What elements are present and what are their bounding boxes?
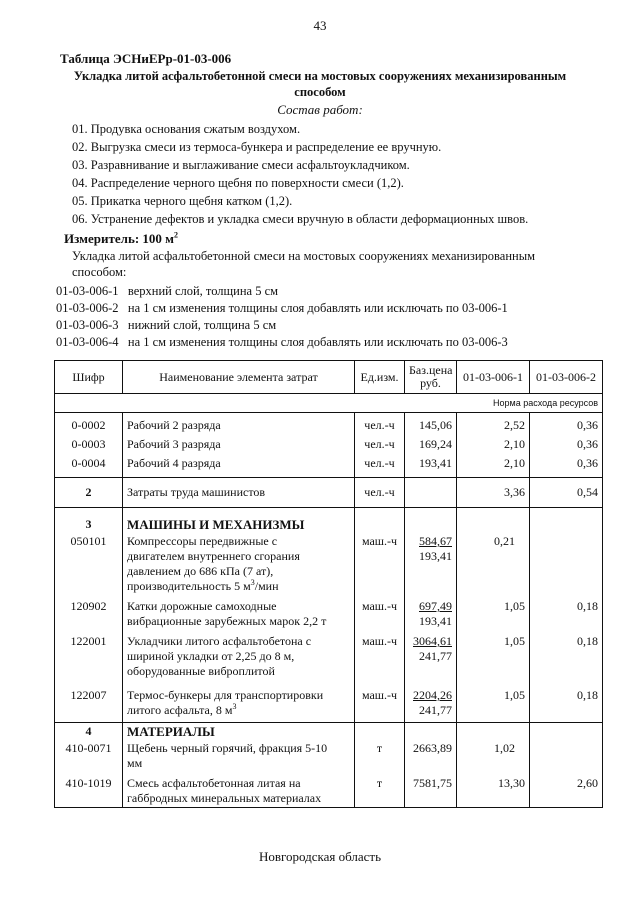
header-name: Наименование элемента затрат [123, 361, 355, 394]
row-name-line: Укладчики литого асфальтобетона с [127, 634, 312, 648]
price-top: 2204,26 [413, 688, 452, 702]
row-v1: 1,05 [457, 630, 530, 680]
row-price [405, 680, 457, 723]
section-title: МАТЕРИАЛЫ [123, 723, 355, 741]
header-unit: Ед.изм. [355, 361, 405, 394]
composition-heading: Состав работ: [277, 102, 363, 117]
row-v2 [530, 533, 603, 595]
row-v2: 0,18 [530, 595, 603, 630]
machinist-row [55, 478, 603, 508]
page-number: 43 [313, 18, 327, 33]
row-unit: т [355, 740, 405, 772]
row-price [405, 595, 457, 630]
table-row [55, 413, 603, 435]
row-code: 122001 [55, 630, 123, 680]
row-price: 193,41 [405, 453, 457, 478]
row-v2: 0,36 [530, 413, 603, 435]
row-name-line: мм [127, 756, 143, 770]
variant-row [56, 335, 508, 350]
price-bottom: 241,77 [419, 703, 452, 717]
row-unit: маш.-ч [355, 595, 405, 630]
section-code: 3 [55, 508, 123, 534]
row-name-line: шириной укладки от 2,25 до 8 м, [127, 649, 295, 663]
row-v1: 2,10 [457, 453, 530, 478]
row-code: 0-0003 [55, 434, 123, 453]
row-name-line: вибрационные зарубежных марок 2,2 т [127, 614, 327, 628]
row-unit: чел.-ч [355, 478, 405, 508]
variant-text: нижний слой, толщина 5 см [127, 318, 277, 332]
row-unit: маш.-ч [355, 680, 405, 723]
row-v1: 1,05 [457, 595, 530, 630]
row-price [405, 478, 457, 508]
row-v1: 2,10 [457, 434, 530, 453]
row-v1: 1,05 [457, 680, 530, 723]
row-name: Рабочий 4 разряда [123, 453, 355, 478]
row-v1: 13,30 [457, 772, 530, 808]
row-unit: т [355, 772, 405, 808]
title-line-1: Укладка литой асфальтобетонной смеси на мостовых сооружениях механизированным [73, 69, 567, 83]
header-price [405, 361, 457, 394]
row-v2: 0,54 [530, 478, 603, 508]
header-col1: 01-03-006-1 [457, 361, 530, 394]
row-v2: 0,36 [530, 453, 603, 478]
row-name-line: литого асфальта, 8 м [127, 703, 233, 717]
row-unit: маш.-ч [355, 533, 405, 595]
row-price: 145,06 [405, 413, 457, 435]
row-name-line: производительность 5 м [127, 579, 251, 593]
row-name [123, 740, 355, 772]
price-bottom: 193,41 [419, 614, 452, 628]
measure-label: Измеритель: 100 м [64, 231, 175, 246]
row-code: 2 [55, 478, 123, 508]
row-name [123, 533, 355, 595]
row-name-sup: 3 [232, 702, 237, 711]
price-top: 3064,61 [413, 634, 452, 648]
row-name-line: Щебень черный горячий, фракция 5-10 [127, 741, 328, 755]
row-name: Рабочий 3 разряда [123, 434, 355, 453]
table-row [55, 680, 603, 723]
row-name-line: давлением до 686 кПа (7 ат), [127, 564, 274, 578]
variant-row [56, 318, 276, 333]
table-row [55, 533, 603, 595]
title-line-2: способом [294, 85, 346, 99]
row-name: Затраты труда машинистов [123, 478, 355, 508]
table-row [55, 453, 603, 478]
section-title: МАШИНЫ И МЕХАНИЗМЫ [123, 508, 355, 534]
work-item: 01. Продувка основания сжатым воздухом. [72, 122, 301, 136]
row-name-line: оборудованные виброплитой [127, 664, 275, 678]
row-v1: 2,52 [457, 413, 530, 435]
row-v2 [530, 740, 603, 772]
row-v2: 2,60 [530, 772, 603, 808]
row-name-line: Компрессоры передвижные с [127, 534, 278, 548]
row-code: 120902 [55, 595, 123, 630]
resource-table [54, 360, 603, 808]
header-price-l2: руб. [420, 376, 441, 390]
row-name-line: Катки дорожные самоходные [127, 599, 277, 613]
header-code: Шифр [55, 361, 123, 394]
row-code: 0-0004 [55, 453, 123, 478]
row-price [405, 630, 457, 680]
row-price: 2663,89 [405, 740, 457, 772]
row-name-tail: /мин [254, 579, 279, 593]
scope-line-1: Укладка литой асфальтобетонной смеси на мостовых сооружениях механизированным [72, 249, 536, 263]
row-code: 410-0071 [55, 740, 123, 772]
row-name [123, 630, 355, 680]
variant-code: 01-03-006-4 [56, 335, 119, 349]
row-unit: чел.-ч [355, 453, 405, 478]
row-code: 0-0002 [55, 413, 123, 435]
table-row [55, 595, 603, 630]
row-name-sup: 3 [250, 578, 255, 587]
row-name [123, 680, 355, 723]
section-code: 4 [55, 723, 123, 741]
table-row [55, 772, 603, 808]
variant-row [56, 301, 508, 316]
variant-code: 01-03-006-2 [56, 301, 119, 315]
row-v1: 3,36 [457, 478, 530, 508]
row-v1: 0,21 [457, 533, 530, 595]
variant-text: на 1 см изменения толщины слоя добавлять или исключать по 03-006-1 [127, 301, 508, 315]
row-v2: 0,36 [530, 434, 603, 453]
row-name-line: Термос-бункеры для транспортировки [127, 688, 324, 702]
work-item: 06. Устранение дефектов и укладка смеси вручную в области деформационных швов. [72, 212, 529, 226]
scope-line-2: способом: [72, 265, 127, 279]
variant-code: 01-03-006-1 [56, 284, 119, 298]
row-v1: 1,02 [457, 740, 530, 772]
measure [64, 231, 178, 247]
header-col2: 01-03-006-2 [530, 361, 603, 394]
row-price: 7581,75 [405, 772, 457, 808]
table-row [55, 630, 603, 680]
table-row [55, 740, 603, 772]
row-price [405, 533, 457, 595]
table-row [55, 434, 603, 453]
section-row [55, 723, 603, 741]
price-top: 697,49 [419, 599, 452, 613]
variant-text: на 1 см изменения толщины слоя добавлять или исключать по 03-006-3 [127, 335, 508, 349]
work-item: 03. Разравнивание и выглаживание смеси асфальтоукладчиком. [72, 158, 410, 172]
row-name [123, 772, 355, 808]
norm-row [55, 394, 603, 413]
row-price: 169,24 [405, 434, 457, 453]
table-header-row [55, 361, 603, 394]
variant-row [56, 284, 278, 299]
row-v2: 0,18 [530, 630, 603, 680]
price-bottom: 241,77 [419, 649, 452, 663]
section-row [55, 508, 603, 534]
work-item: 04. Распределение черного щебня по поверхности смеси (1,2). [72, 176, 404, 190]
header-price-l1: Баз.цена [409, 363, 453, 377]
row-name-line: Смесь асфальтобетонная литая на [127, 776, 301, 790]
row-name [123, 595, 355, 630]
norm-label: Норма расхода ресурсов [55, 394, 603, 413]
work-item: 05. Прикатка черного щебня катком (1,2). [72, 194, 293, 208]
price-top: 584,67 [419, 534, 452, 548]
variant-text: верхний слой, толщина 5 см [127, 284, 279, 298]
row-v2: 0,18 [530, 680, 603, 723]
measure-sup: 2 [174, 230, 179, 240]
row-code: 050101 [55, 533, 123, 595]
row-unit: чел.-ч [355, 434, 405, 453]
row-code: 122007 [55, 680, 123, 723]
row-name-line: двигателем внутреннего сгорания [127, 549, 300, 563]
work-item: 02. Выгрузка смеси из термоса-бункера и распределение ее вручную. [72, 140, 442, 154]
variant-code: 01-03-006-3 [56, 318, 119, 332]
row-name-line: габбродных минеральных материалах [127, 791, 322, 805]
row-name: Рабочий 2 разряда [123, 413, 355, 435]
price-bottom: 193,41 [419, 549, 452, 563]
row-unit: маш.-ч [355, 630, 405, 680]
row-code: 410-1019 [55, 772, 123, 808]
row-unit: чел.-ч [355, 413, 405, 435]
footer-region: Новгородская область [258, 849, 382, 864]
table-code: Таблица ЭСНиЕРр-01-03-006 [60, 51, 232, 66]
